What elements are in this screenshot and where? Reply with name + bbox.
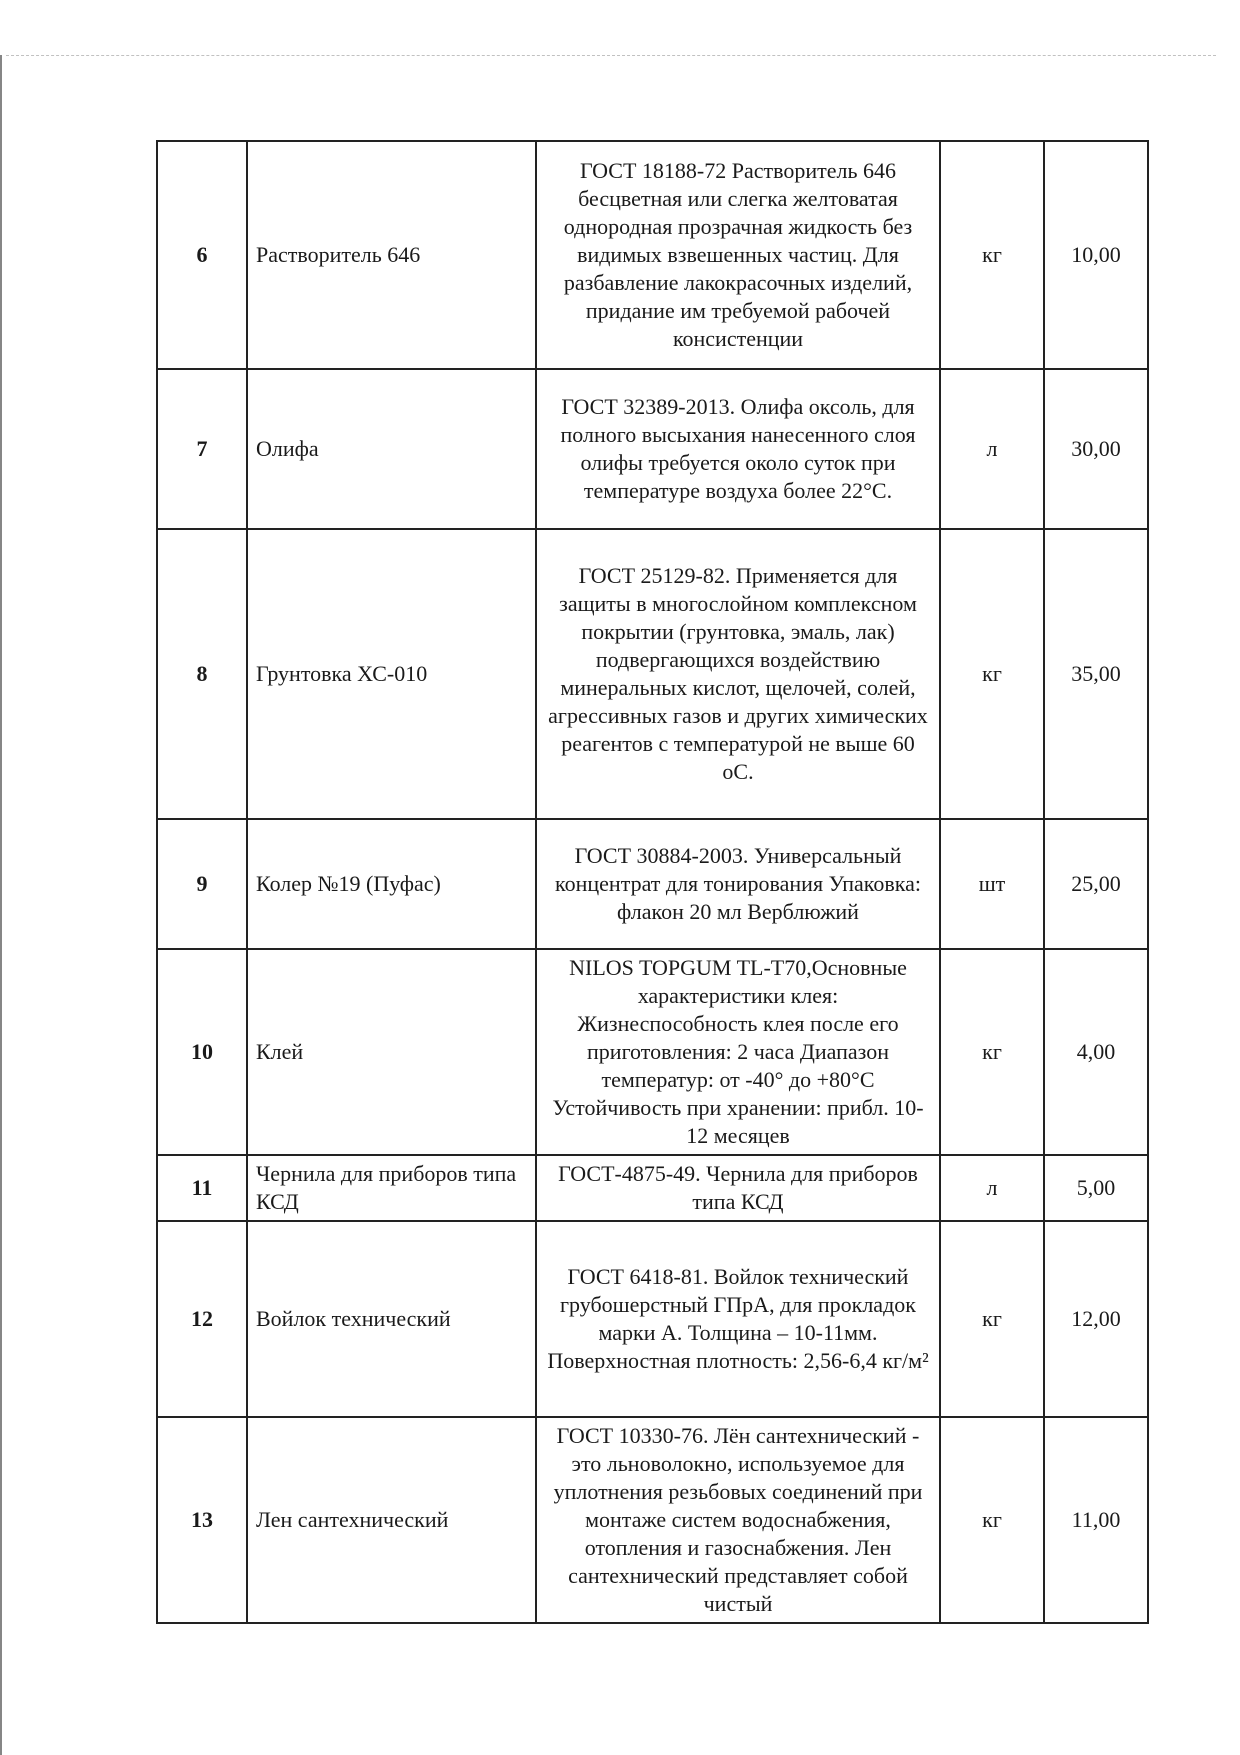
item-name: Лен сантехнический	[247, 1417, 536, 1623]
table-row	[157, 1221, 1148, 1417]
item-name: Войлок технический	[247, 1221, 536, 1417]
item-quantity: 11,00	[1044, 1417, 1148, 1623]
item-quantity: 4,00	[1044, 949, 1148, 1155]
row-number: 12	[157, 1221, 247, 1417]
item-unit: кг	[940, 529, 1044, 819]
item-description: NILOS TOPGUM TL-T70,Основные характеристики клея: Жизнеспособность клея после его приготовления: 2 часа Диапазон температур: от -40° до +80°С Устойчивость при хранении: прибл. 10-12 месяцев	[536, 949, 940, 1155]
item-quantity: 12,00	[1044, 1221, 1148, 1417]
scan-top-artifact	[6, 55, 1216, 58]
item-description: ГОСТ-4875-49. Чернила для приборов типа КСД	[536, 1155, 940, 1221]
item-name: Колер №19 (Пуфас)	[247, 819, 536, 949]
item-name: Клей	[247, 949, 536, 1155]
item-unit: кг	[940, 1417, 1044, 1623]
row-number: 13	[157, 1417, 247, 1623]
item-quantity: 5,00	[1044, 1155, 1148, 1221]
table-row	[157, 1155, 1148, 1221]
table-row	[157, 1417, 1148, 1623]
row-number: 9	[157, 819, 247, 949]
row-number: 10	[157, 949, 247, 1155]
row-number: 7	[157, 369, 247, 529]
scan-edge-artifact	[0, 55, 12, 1755]
table-row	[157, 819, 1148, 949]
item-description: ГОСТ 25129-82. Применяется для защиты в многослойном комплексном покрытии (грунтовка, эмаль, лак) подвергающихся воздействию минеральных кислот, щелочей, солей, агрессивных газов и других химических реагентов с температурой не выше 60 оС.	[536, 529, 940, 819]
item-description: ГОСТ 10330-76. Лён сантехнический - это льноволокно, используемое для уплотнения резьбовых соединений при монтаже систем водоснабжения, отопления и газоснабжения. Лен сантехнический представляет собой чистый	[536, 1417, 940, 1623]
table-row	[157, 529, 1148, 819]
item-unit: л	[940, 369, 1044, 529]
item-unit: кг	[940, 141, 1044, 369]
item-name: Чернила для приборов типа КСД	[247, 1155, 536, 1221]
row-number: 8	[157, 529, 247, 819]
item-name: Олифа	[247, 369, 536, 529]
item-unit: л	[940, 1155, 1044, 1221]
item-unit: шт	[940, 819, 1044, 949]
item-name: Грунтовка ХС-010	[247, 529, 536, 819]
item-unit: кг	[940, 949, 1044, 1155]
row-number: 6	[157, 141, 247, 369]
table-row	[157, 369, 1148, 529]
materials-table	[156, 140, 1149, 1624]
table-row	[157, 141, 1148, 369]
item-quantity: 25,00	[1044, 819, 1148, 949]
item-unit: кг	[940, 1221, 1044, 1417]
item-name: Растворитель 646	[247, 141, 536, 369]
item-description: ГОСТ 30884-2003. Универсальный концентрат для тонирования Упаковка: флакон 20 мл Верблюжий	[536, 819, 940, 949]
table-row	[157, 949, 1148, 1155]
item-quantity: 35,00	[1044, 529, 1148, 819]
item-quantity: 10,00	[1044, 141, 1148, 369]
item-description: ГОСТ 18188-72 Растворитель 646 бесцветная или слегка желтоватая однородная прозрачная жидкость без видимых взвешенных частиц. Для разбавление лакокрасочных изделий, придание им требуемой рабочей консистенции	[536, 141, 940, 369]
item-quantity: 30,00	[1044, 369, 1148, 529]
item-description: ГОСТ 32389-2013. Олифа оксоль, для полного высыхания нанесенного слоя олифы требуется около суток при температуре воздуха более 22°С.	[536, 369, 940, 529]
row-number: 11	[157, 1155, 247, 1221]
item-description: ГОСТ 6418-81. Войлок технический грубошерстный ГПрА, для прокладок марки А. Толщина – 10-11мм. Поверхностная плотность: 2,56-6,4 кг/м²	[536, 1221, 940, 1417]
